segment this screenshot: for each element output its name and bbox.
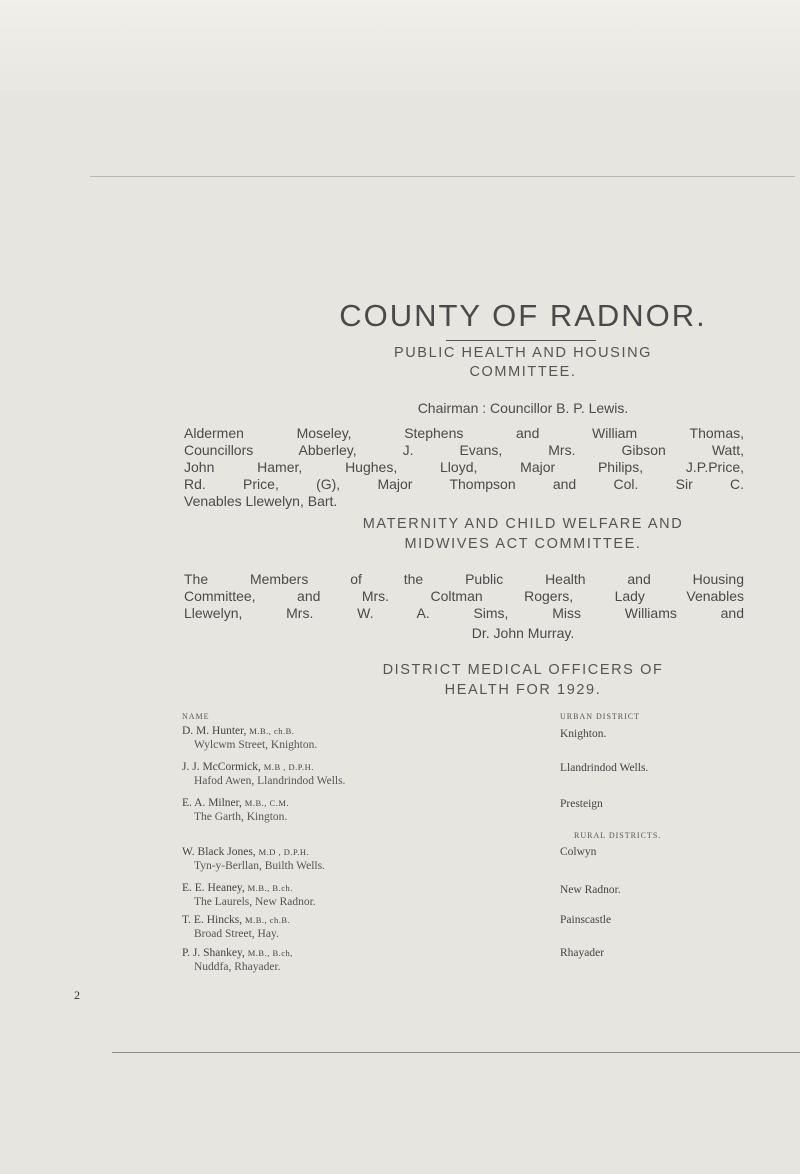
members-line: John Hamer, Hughes, Lloyd, Major Philips, J.P.Price, (184, 459, 744, 475)
officer-address: Broad Street, Hay. (194, 928, 279, 940)
officers-heading-line2: HEALTH FOR 1929. (444, 682, 602, 698)
officer-address: Wylcwm Street, Knighton. (194, 739, 318, 751)
officer-district: Presteign (560, 798, 603, 810)
members-line: Committee, and Mrs. Coltman Rogers, Lady Venables (184, 588, 744, 604)
committee1-chairman: Chairman : Councillor B. P. Lewis. (417, 400, 629, 416)
officer-name: J. J. McCormick, M.B , D.P.H. (182, 761, 314, 773)
officer-district: Colwyn (560, 846, 597, 858)
members-line: The Members of the Public Health and Housing (184, 571, 744, 587)
officer-address: Tyn-y-Berllan, Builth Wells. (194, 860, 325, 872)
officers-heading-line1: DISTRICT MEDICAL OFFICERS OF (382, 662, 664, 678)
members-line: Aldermen Moseley, Stephens and William Thomas, (184, 425, 744, 441)
page-title: COUNTY OF RADNOR. (339, 298, 707, 333)
officer-address: Hafod Awen, Llandrindod Wells. (194, 775, 346, 787)
col-header-rural: RURAL DISTRICTS. (574, 831, 662, 840)
officer-name: D. M. Hunter, M.B., ch.B. (182, 725, 295, 737)
committee2-members (184, 571, 744, 622)
officer-address: Nuddfa, Rhayader. (194, 961, 281, 973)
members-line: Venables Llewelyn, Bart. (184, 493, 338, 509)
title-underline (446, 340, 596, 341)
officer-name: P. J. Shankey, M.B., B.ch, (182, 947, 293, 959)
members-line: Councillors Abberley, J. Evans, Mrs. Gibson Watt, (184, 442, 744, 458)
committee1-heading-line1: PUBLIC HEALTH AND HOUSING (393, 345, 653, 361)
col-header-urban: URBAN DISTRICT (560, 712, 641, 721)
officer-district: Llandrindod Wells. (560, 762, 649, 774)
officer-name: T. E. Hincks, M.B., ch.B. (182, 914, 291, 926)
officer-address: The Garth, Kington. (194, 811, 288, 823)
members-line: Llewelyn, Mrs. W. A. Sims, Miss Williams and (184, 605, 744, 621)
officer-district: New Radnor. (560, 884, 621, 896)
officer-address: The Laurels, New Radnor. (194, 896, 316, 908)
col-header-name: NAME (182, 712, 210, 721)
document-page (74, 0, 798, 1174)
page-number: 2 (74, 988, 80, 1002)
members-line: Rd. Price, (G), Major Thompson and Col. Sir C. (184, 476, 744, 492)
officer-district: Painscastle (560, 914, 612, 926)
committee1-members (184, 425, 744, 510)
officer-name: W. Black Jones, M.D , D.P.H. (182, 846, 310, 858)
committee1-heading-line2: COMMITTEE. (469, 364, 577, 380)
officer-name: E. E. Heaney, M.B., B.ch. (182, 882, 293, 894)
officer-district: Rhayader (560, 947, 605, 959)
committee2-heading-line2: MIDWIVES ACT COMMITTEE. (404, 536, 642, 552)
officer-name: E. A. Milner, M.B., C.M. (182, 797, 290, 809)
committee2-heading-line1: MATERNITY AND CHILD WELFARE AND (362, 516, 684, 532)
committee2-members-last: Dr. John Murray. (471, 625, 575, 641)
officer-district: Knighton. (560, 728, 607, 740)
